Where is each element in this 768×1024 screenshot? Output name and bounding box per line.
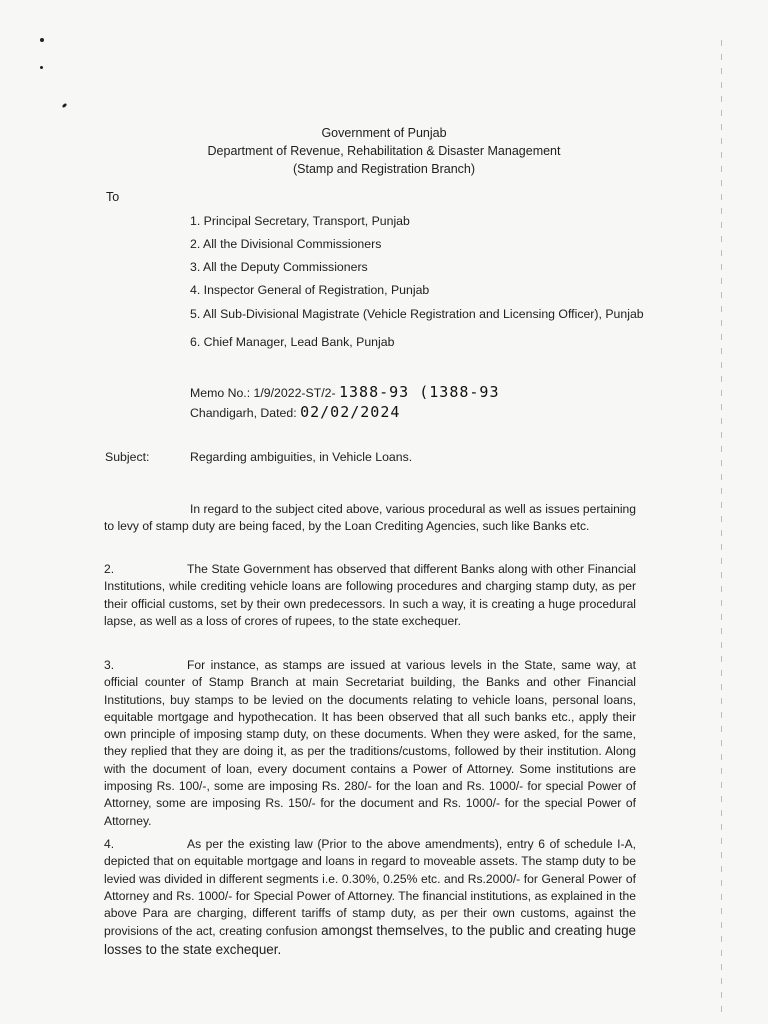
scan-edge-line: [721, 40, 722, 1020]
paragraph-number: 3.: [104, 658, 115, 672]
memo-number-label: Memo No.: 1/9/2022-ST/2-: [190, 386, 336, 400]
header-government: Government of Punjab: [321, 126, 447, 140]
paragraph-last-line: amongst themselves, to the public and creating huge losses to the state exchequer.: [104, 923, 636, 957]
memo-handwritten-number: 1388-93 (1388-93: [339, 383, 500, 401]
paragraph-2: [104, 561, 636, 630]
paragraph-text: In regard to the subject cited above, various procedural as well as issues pertaining to levy of stamp duty are being faced, by the Loan Crediting Agencies, such like Banks etc.: [104, 502, 636, 534]
paragraph-text: As per the existing law (Prior to the above amendments), entry 6 of schedule I-A, depicted that on equitable mortgage and loans in regard to moveable assets. The stamp duty to be levied was divided in different segments i.e. 0.30%, 0.25% etc. and Rs.2000/- for General Power of Attorney and Rs. 1000/- for Special Power of Attorney. The financial institutions, as explained in the above Para are charging, different tariffs of stamp duty, as per their own customs, against the provisions of the act, creating confusion: [104, 837, 636, 939]
recipient-item: 3. All the Deputy Commissioners: [190, 260, 368, 274]
memo-dated-label: Chandigarh, Dated:: [190, 406, 297, 420]
recipient-item: 6. Chief Manager, Lead Bank, Punjab: [190, 335, 395, 349]
paragraph-3: [104, 657, 636, 830]
recipient-list: [190, 214, 650, 350]
paragraph-number: 4.: [104, 837, 115, 851]
recipient-item: 2. All the Divisional Commissioners: [190, 237, 382, 251]
paragraph-1: [104, 501, 636, 536]
paragraph-4: [104, 836, 636, 959]
paragraph-text: The State Government has observed that different Banks along with other Financial Institutions, while crediting vehicle loans are following procedures and charging stamp duty, as per their official customs, set by their own predecessors. In such a way, it is creating a huge procedural lapse, as well as a loss of crores of rupees, to the state exchequer.: [104, 562, 636, 628]
memo-block: [190, 383, 500, 423]
letter-header: [0, 124, 768, 178]
header-department: Department of Revenue, Rehabilitation & Disaster Management: [207, 144, 561, 158]
scan-speck: [40, 66, 43, 69]
recipient-item: 4. Inspector General of Registration, Punjab: [190, 283, 430, 297]
recipient-item: 5. All Sub-Divisional Magistrate (Vehicle Registration and Licensing Officer), Punjab: [190, 307, 644, 321]
scan-speck: [40, 38, 44, 42]
subject-text: Regarding ambiguities, in Vehicle Loans.: [190, 450, 413, 464]
subject-label: Subject:: [105, 450, 150, 464]
to-label: To: [106, 190, 120, 204]
header-branch: (Stamp and Registration Branch): [292, 162, 476, 176]
memo-handwritten-date: 02/02/2024: [300, 403, 401, 421]
scan-speck: [62, 103, 68, 109]
recipient-item: 1. Principal Secretary, Transport, Punjab: [190, 214, 410, 228]
paragraph-number: 2.: [104, 562, 115, 576]
paragraph-text: For instance, as stamps are issued at various levels in the State, same way, at official counter of Stamp Branch at main Secretariat building, the Banks and other Financial Institutions, buy stamps to be levied on the documents relating to vehicle loans, personal loans, equitable mortgage and hypothecation. It has been observed that all such banks etc., apply their own principle of imposing stamp duty, on these documents. When they were asked, for the same, they replied that they are doing it, as per the traditions/customs, followed by their institution. Along with the document of loan, every document contains a Power of Attorney. Some institutions are imposing Rs. 100/-, some are imposing Rs. 280/- for the loan and Rs. 1000/- for special Power of Attorney, some are imposing Rs. 150/- for the document and Rs. 1000/- for the special Power of Attorney.: [104, 658, 636, 828]
